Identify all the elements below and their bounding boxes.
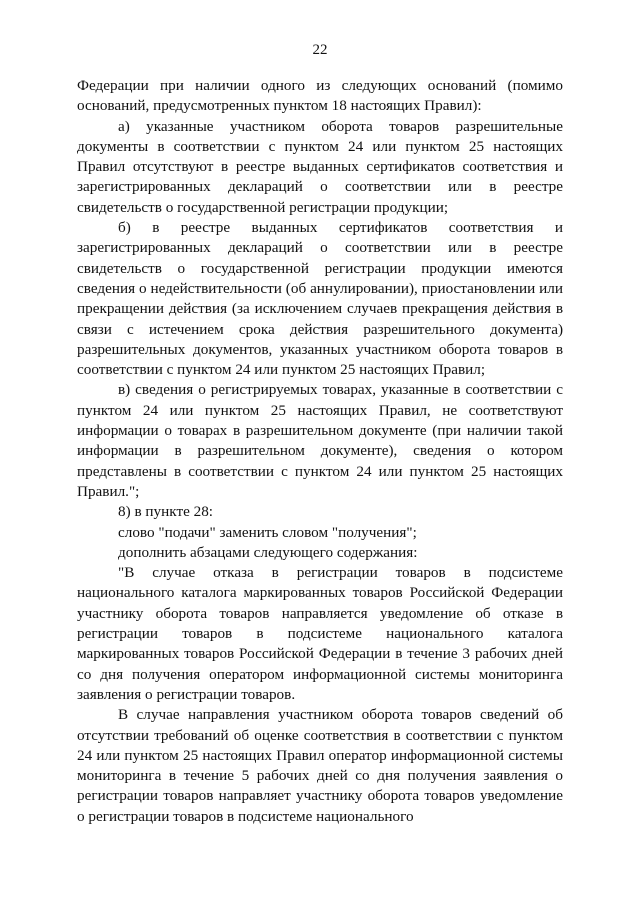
document-body [77,76,563,827]
paragraph-item-a: а) указанные участником оборота товаров разрешительные документы в соответствии с пунктом 24 или пунктом 25 настоящих Правил отсутствуют в реестре выданных сертификатов соответствия и зарегистрированных деклараций о соответствии или в реестре свидетельств о государственной регистрации продукции; [77,117,563,216]
paragraph-registration-notice: В случае направления участником оборота товаров сведений об отсутствии требований об оценке соответствия в соответствии с пунктом 24 или пунктом 25 настоящих Правил оператор информационной системы мониторинга в течение 5 рабочих дней со дня получения заявления о регистрации товаров направляет участнику оборота товаров уведомление о регистрации товаров в подсистеме национального [77,706,563,825]
page-number: 22 [312,42,328,58]
paragraph-refusal-notice: "В случае отказа в регистрации товаров в подсистеме национального каталога маркированных товаров Российской Федерации участнику оборота товаров направляется уведомление об отказе в регистрации товаров в подсистеме национального каталога маркированных товаров Российской Федерации в течение 3 рабочих дней со дня получения оператором информационной системы мониторинга заявления о регистрации товаров. [77,564,563,703]
paragraph-word-replace: слово "подачи" заменить словом "получения"; [118,523,417,541]
paragraph-point-8: 8) в пункте 28: [118,503,214,521]
paragraph-item-b: б) в реестре выданных сертификатов соответствия и зарегистрированных деклараций о соответствии или в реестре свидетельств о государственной регистрации продукции имеются сведения о недействительности (об аннулировании), приостановлении или прекращении действия (за исключением случаев прекращения действия в связи с истечением срока действия разрешительного документа) разрешительных документов, указанных участником оборота товаров в соответствии с пунктом 24 или пунктом 25 настоящих Правил; [77,219,563,379]
paragraph-item-c: в) сведения о регистрируемых товарах, указанные в соответствии с пунктом 24 или пунктом 25 настоящих Правил, не соответствуют информации о товарах в разрешительном документе (при наличии такой информации в разрешительном документе), сведения о котором представлены в соответствии с пунктом 24 или пунктом 25 настоящих Правил."; [77,381,563,500]
paragraph-add-clauses: дополнить абзацами следующего содержания: [118,543,418,561]
paragraph-intro: Федерации при наличии одного из следующих оснований (помимо оснований, предусмотренных пунктом 18 настоящих Правил): [77,77,563,115]
